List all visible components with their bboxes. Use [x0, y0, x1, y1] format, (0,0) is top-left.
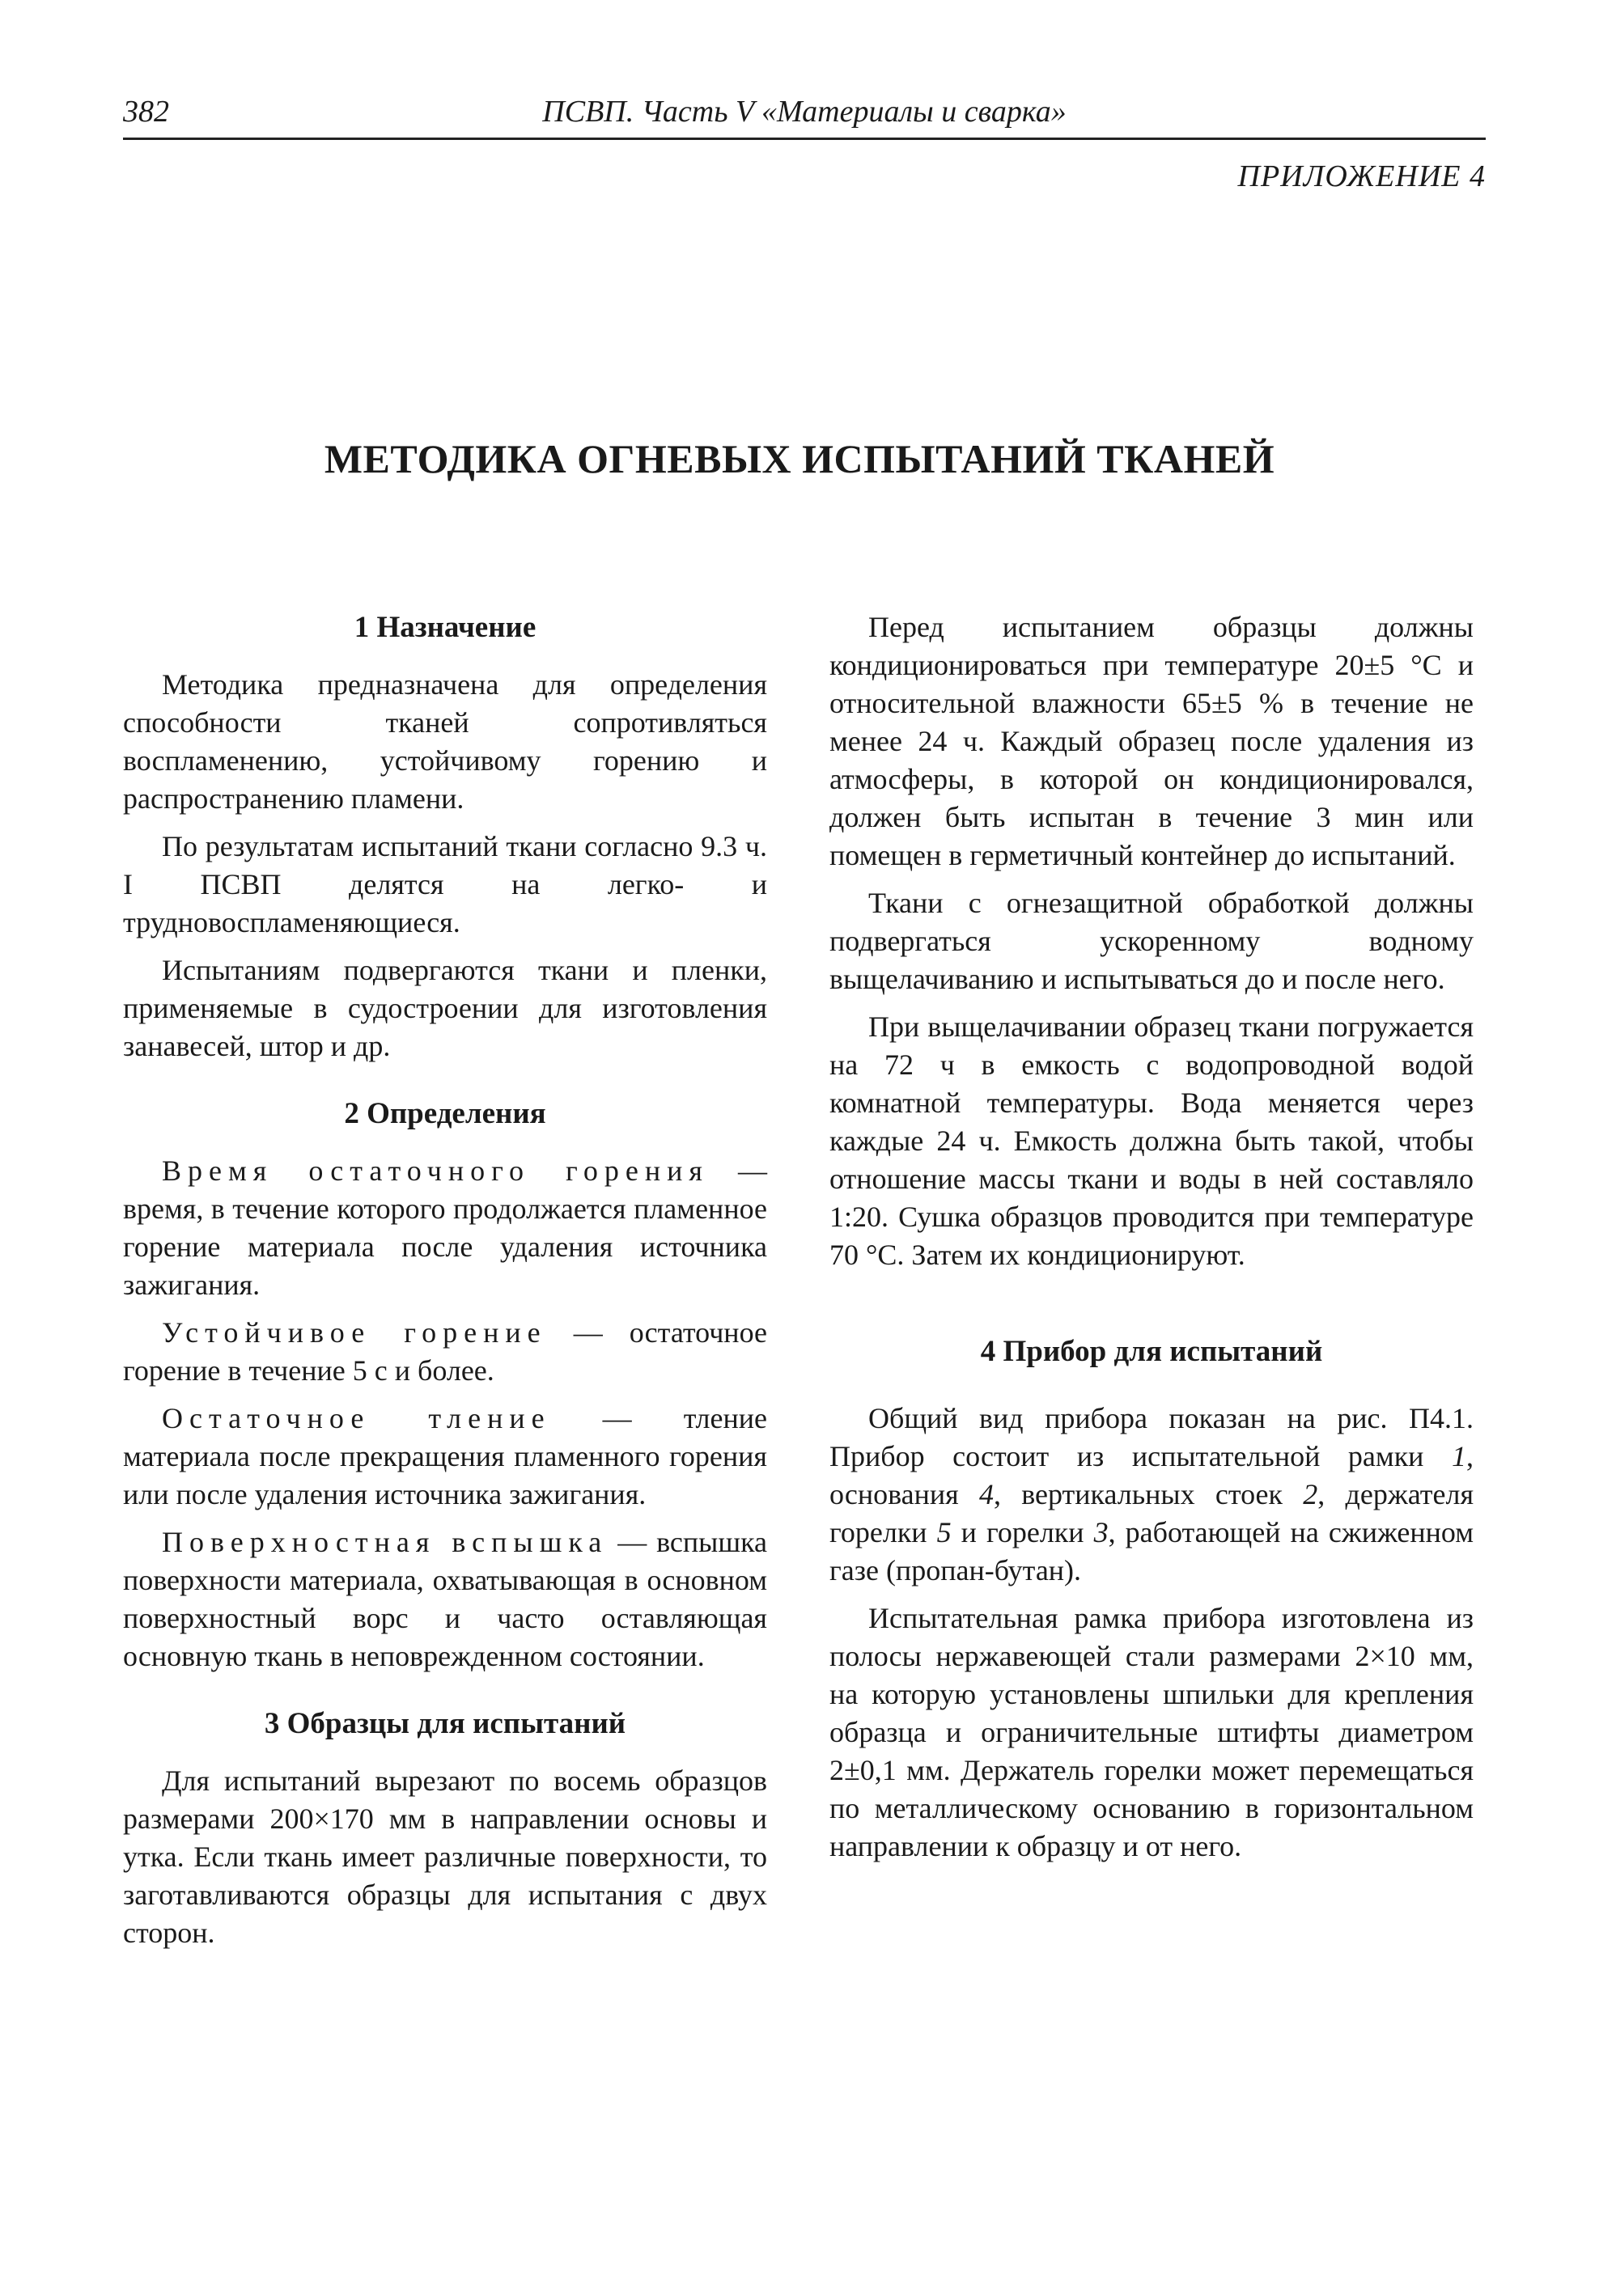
paragraph: При выщелачивании образец ткани погружается на 72 ч в емкость с водопроводной водой комнатной температуры. Вода меняется через каждые 24 ч. Емкость должна быть такой, чтобы отношение массы ткани и воды в ней составляло 1:20. Сушка образцов проводится при температуре 70 °С. Затем их кондиционируют.: [829, 1010, 1474, 1271]
definition-term: Устойчивое горение: [162, 1316, 547, 1349]
section-heading-definitions: 2 Определения: [344, 1097, 546, 1130]
definition-term: Поверхностная вспышка: [162, 1526, 609, 1558]
page-number: 382: [123, 95, 169, 129]
section-heading-purpose: 1 Назначение: [354, 611, 537, 644]
text-run: Общий вид прибора показан на рис. П4.1. Прибор состоит из испытательной рамки: [829, 1402, 1474, 1472]
figure-item-number: 1: [1452, 1440, 1466, 1472]
definition-text: — тление материала после прекращения пламенного горения или после удаления источника зажигания.: [123, 1402, 767, 1510]
text-run: , работающей на сжиженном газе (пропан-бутан).: [829, 1516, 1474, 1586]
section-heading-specimens: 3 Образцы для испытаний: [264, 1707, 626, 1740]
figure-item-number: 5: [936, 1516, 952, 1548]
left-column: [123, 608, 767, 1962]
paragraph: Перед испытанием образцы должны кондиционироваться при температуре 20±5 °С и относительной влажности 65±5 % в течение не менее 24 ч. Каждый образец после удаления из атмосферы, в которой он кондиционировался, должен быть испытан в течение 3 мин или помещен в герметичный контейнер до испытаний.: [829, 611, 1474, 871]
paragraph: Методика предназначена для определения способности тканей сопротивляться воспламенению, устойчивому горению и распространению пламени.: [123, 668, 767, 815]
definition-text: — время, в течение которого продолжается пламенное горение материала после удаления источника зажигания.: [123, 1154, 768, 1301]
definition-term: Время остаточного горения: [162, 1154, 709, 1187]
document-title: МЕТОДИКА ОГНЕВЫХ ИСПЫТАНИЙ ТКАНЕЙ: [324, 436, 1275, 481]
paragraph: Испытаниям подвергаются ткани и пленки, применяемые в судостроении для изготовления занавесей, штор и др.: [123, 954, 767, 1062]
figure-item-number: 4: [979, 1478, 994, 1510]
paragraph: Ткани с огнезащитной обработкой должны подвергаться ускоренному водному выщелачиванию и испытываться до и после него.: [829, 887, 1474, 995]
paragraph: Для испытаний вырезают по восемь образцов размерами 200×170 мм в направлении основы и утка. Если ткань имеет различные поверхности, то заготавливаются образцы для испытания с двух сторон.: [123, 1764, 767, 1949]
figure-item-number: 2: [1303, 1478, 1318, 1510]
definition-text: — остаточное горение в течение 5 с и более.: [123, 1316, 767, 1387]
right-column: [829, 608, 1474, 1875]
paragraph: Испытательная рамка прибора изготовлена из полосы нержавеющей стали размерами 2×10 мм, на которую установлены шпильки для крепления образца и ограничительные штифты диаметром 2±0,1 мм. Держатель горелки может перемещаться по металлическому основанию в горизонтальном направлении к образцу и от него.: [829, 1602, 1474, 1862]
definition-paragraph: [123, 1152, 767, 1304]
appendix-label: ПРИЛОЖЕНИЕ 4: [1237, 159, 1486, 193]
definition-paragraph: [123, 1314, 767, 1390]
definition-paragraph: [123, 1523, 767, 1675]
text-run: , вертикальных стоек: [994, 1478, 1304, 1510]
running-title: ПСВП. Часть V «Материалы и сварка»: [542, 95, 1067, 129]
paragraph: По результатам испытаний ткани согласно 9.3 ч. I ПСВП делятся на легко- и трудновоспламеняющиеся.: [123, 830, 767, 938]
text-run: , держателя горелки: [829, 1478, 1474, 1548]
definition-text: — вспышка поверхности материала, охватывающая в основном поверхностный ворс и часто оставляющая основную ткань в неповрежденном состоянии.: [123, 1526, 767, 1672]
section-heading-apparatus: 4 Прибор для испытаний: [980, 1335, 1323, 1368]
page-header: [123, 91, 1486, 140]
text-run: и горелки: [951, 1516, 1094, 1548]
paragraph: [829, 1400, 1474, 1590]
definition-term: Остаточное тление: [162, 1402, 551, 1434]
definition-paragraph: [123, 1400, 767, 1514]
text-run: , основания: [829, 1440, 1474, 1510]
figure-item-number: 3: [1093, 1516, 1109, 1548]
